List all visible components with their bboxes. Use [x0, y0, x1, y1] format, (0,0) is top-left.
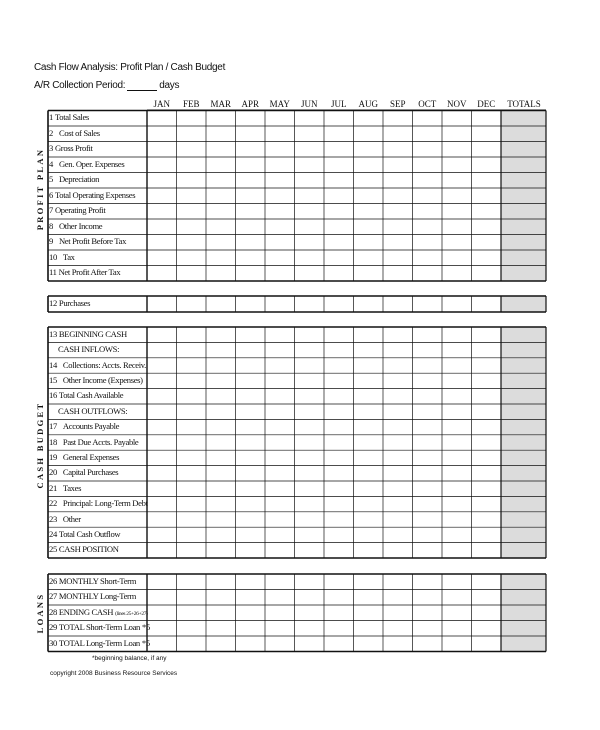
row-label-text: Total Cash Outflow	[58, 528, 121, 539]
row-number: 15	[49, 374, 57, 385]
cash-budget-row-19	[49, 452, 145, 462]
row-label-text: CASH INFLOWS:	[58, 344, 120, 355]
row-label-text: Capital Purchases	[62, 467, 119, 478]
month-header-dec: DEC	[477, 99, 496, 109]
cash-budget-row-18	[49, 437, 145, 447]
cash-budget-row-13	[49, 329, 145, 339]
row-label-text: Other Income	[58, 220, 103, 231]
profit-plan-row-7	[49, 205, 145, 215]
row-label-text: ENDING CASH	[58, 606, 114, 617]
row-number: 25	[49, 544, 57, 555]
footnote: *beginning balance, if any	[92, 655, 167, 662]
row-note: *5	[141, 637, 150, 648]
row-label-text: MONTHLY Short-Term	[58, 575, 137, 586]
row-label-text: Total Sales	[54, 112, 89, 123]
row-label-text: Net Profit After Tax	[58, 267, 121, 278]
month-header-jun: JUN	[300, 99, 318, 109]
purchases-row-12	[49, 298, 145, 308]
row-label-text: Gen. Oper. Expenses	[58, 158, 125, 169]
row-label-text: Depreciation	[58, 174, 100, 185]
loans-row-27	[49, 591, 145, 601]
month-header-may: MAY	[269, 99, 290, 109]
purchases-totals-shade	[501, 296, 546, 312]
month-header-sep: SEP	[389, 99, 406, 109]
row-label-text: Total Operating Expenses	[54, 189, 136, 200]
cash-budget-totals-shade	[501, 327, 546, 558]
month-header-jul: JUL	[331, 99, 347, 109]
cash-budget-row-25	[49, 544, 145, 554]
profit-plan-row-1	[49, 112, 145, 122]
month-header-jan: JAN	[153, 99, 170, 109]
row-label-text: MONTHLY Long-Term	[58, 591, 136, 602]
row-number: 21	[49, 482, 57, 493]
profit-plan-row-3	[49, 143, 145, 153]
row-number: 6	[49, 189, 53, 200]
cash-budget-row-15	[49, 375, 145, 385]
row-note: (lines 25+26+27)	[115, 610, 148, 617]
profit-plan-row-9	[49, 236, 145, 246]
profit-plan-row-2	[49, 128, 145, 138]
row-number: 13	[49, 328, 57, 339]
loans-totals-shade	[501, 574, 546, 652]
row-number: 27	[49, 591, 57, 602]
row-label-text: Principal: Long-Term Debt	[62, 498, 148, 509]
loans-row-26	[49, 576, 145, 586]
totals-header: TOTALS	[507, 99, 541, 109]
page-title: Cash Flow Analysis: Profit Plan / Cash Budget	[34, 62, 226, 73]
row-label-text: Gross Profit	[54, 143, 93, 154]
row-label-text: BEGINNING CASH	[58, 328, 127, 339]
row-number: 14	[49, 359, 57, 370]
row-label-text: Operating Profit	[54, 205, 106, 216]
row-number: 2	[49, 127, 53, 138]
row-label-text: General Expenses	[62, 451, 120, 462]
row-number: 20	[49, 467, 57, 478]
row-label-text: Other Income (Expenses)	[62, 374, 143, 385]
section-label-profit-plan: PROFIT PLAN	[35, 147, 45, 231]
cash-budget-row-22	[49, 498, 148, 509]
cash-budget-row-14	[49, 360, 145, 370]
row-number: 3	[49, 143, 53, 154]
row-number: 30	[49, 637, 57, 648]
row-number: 19	[49, 451, 57, 462]
row-number: 28	[49, 606, 57, 617]
cash-budget-row-23	[49, 514, 145, 524]
row-label-text: CASH POSITION	[58, 544, 119, 555]
profit-plan-row-6	[49, 190, 145, 200]
row-number: 24	[49, 528, 57, 539]
month-header-nov: NOV	[447, 99, 467, 109]
row-number: 7	[49, 205, 53, 216]
loans-row-28	[49, 606, 148, 617]
row-number: 26	[49, 575, 57, 586]
collection-unit: days	[159, 80, 180, 91]
row-label-text: Net Profit Before Tax	[58, 236, 127, 247]
month-header-apr: APR	[241, 99, 259, 109]
cash-budget-row-h5	[49, 406, 145, 416]
copyright: copyright 2008 Business Resource Services	[50, 670, 178, 677]
row-number: 18	[49, 436, 57, 447]
row-label-text: Cost of Sales	[58, 127, 100, 138]
row-label-text: Other	[62, 513, 81, 524]
profit-plan-row-10	[49, 252, 145, 262]
profit-plan-row-11	[49, 267, 145, 277]
month-header-oct: OCT	[418, 99, 437, 109]
row-number: 8	[49, 220, 53, 231]
row-label-text: TOTAL Short-Term Loan	[58, 622, 141, 633]
row-number: 17	[49, 421, 57, 432]
cash-budget-row-h1	[49, 344, 145, 354]
row-number: 29	[49, 622, 57, 633]
cash-budget-row-24	[49, 529, 145, 539]
row-label-text: CASH OUTFLOWS:	[58, 405, 128, 416]
cash-budget-row-16	[49, 390, 145, 400]
profit-plan-row-4	[49, 159, 145, 169]
row-label-text: Total Cash Available	[58, 390, 124, 401]
profit-plan-row-5	[49, 174, 145, 184]
collection-period-label: A/R Collection Period:	[34, 80, 126, 91]
row-number: 10	[49, 251, 57, 262]
row-label-text: Collections: Accts. Receiv.	[62, 359, 146, 370]
profit-plan-totals-shade	[501, 111, 546, 282]
row-number: 11	[49, 267, 57, 278]
row-label-text: Taxes	[62, 482, 82, 493]
row-label-text: Past Due Accts. Payable	[62, 436, 139, 447]
loans-row-29	[49, 622, 150, 633]
row-number: 12	[49, 298, 57, 308]
row-number: 9	[49, 236, 53, 247]
month-header-mar: MAR	[210, 99, 231, 109]
row-number: 1	[49, 112, 53, 123]
month-header-aug: AUG	[358, 99, 378, 109]
row-number: 22	[49, 498, 57, 509]
cash-budget-row-20	[49, 467, 145, 477]
row-note: *5	[142, 622, 150, 633]
row-label-text: Tax	[62, 251, 75, 262]
row-number: 16	[49, 390, 57, 401]
cash-budget-row-21	[49, 483, 145, 493]
month-header-feb: FEB	[182, 99, 200, 109]
cash-budget-row-17	[49, 421, 145, 431]
profit-plan-row-8	[49, 221, 145, 231]
section-label-cash-budget: CASH BUDGET	[35, 401, 45, 489]
row-number: 4	[49, 158, 53, 169]
row-label-text: Accounts Payable	[62, 421, 120, 432]
row-number: 5	[49, 174, 53, 185]
row-number: 23	[49, 513, 57, 524]
section-label-loans: LOANS	[35, 592, 45, 634]
row-label-text: TOTAL Long-Term Loan	[58, 637, 140, 648]
loans-row-30	[49, 637, 150, 648]
row-label-text: Purchases	[58, 298, 91, 308]
